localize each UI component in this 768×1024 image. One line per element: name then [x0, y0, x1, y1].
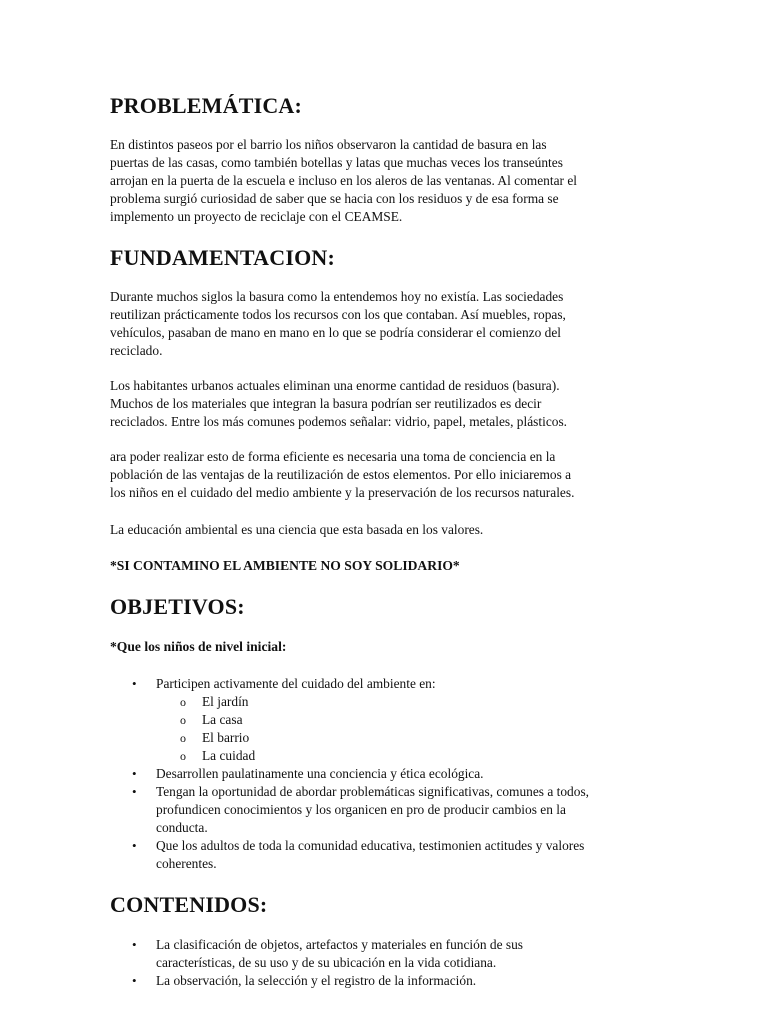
objetivos-list [110, 675, 670, 873]
text-line: los niños en el cuidado del medio ambiente y la preservación de los recursos naturales. [110, 485, 575, 500]
text-line: implemento un proyecto de reciclaje con el CEAMSE. [110, 209, 403, 224]
contenidos-list [110, 936, 670, 990]
list-item-text: Desarrollen paulatinamente una conciencia y ética ecológica. [156, 766, 484, 781]
fundamentacion-paragraph-1 [110, 288, 670, 360]
sub-list-item [156, 711, 670, 729]
list-item-text: conducta. [156, 820, 208, 835]
objetivos-intro: *Que los niños de nivel inicial: [110, 639, 287, 654]
circle-bullet-icon: o [180, 731, 186, 745]
list-item [110, 972, 670, 990]
circle-bullet-icon: o [180, 695, 186, 709]
text-line: vehículos, pasaban de mano en mano en lo que se podría considerar el comienzo del [110, 325, 562, 340]
text-line: Muchos de los materiales que integran la basura podrían ser reutilizados es decir [110, 396, 542, 411]
list-item-text: La observación, la selección y el registro de la información. [156, 973, 477, 988]
text-line: reciclado. [110, 343, 163, 358]
slogan: *SI CONTAMINO EL AMBIENTE NO SOY SOLIDARIO* [110, 558, 460, 573]
text-line: reutilizan prácticamente todos los recursos con los que contaban. Así muebles, ropas, [110, 307, 566, 322]
circle-bullet-icon: o [180, 713, 186, 727]
fundamentacion-paragraph-4: La educación ambiental es una ciencia que esta basada en los valores. [110, 522, 484, 537]
text-line: Durante muchos siglos la basura como la entendemos hoy no existía. Las sociedades [110, 289, 564, 304]
sub-item-text: La casa [202, 712, 243, 727]
sub-list-item [156, 747, 670, 765]
sub-list [156, 693, 670, 765]
list-item-text: características, de su uso y de su ubicación en la vida cotidiana. [156, 955, 497, 970]
bullet-icon: • [132, 676, 137, 691]
sub-item-text: El jardín [202, 694, 249, 709]
text-line: En distintos paseos por el barrio los niños observaron la cantidad de basura en las [110, 137, 547, 152]
list-item-text: profundicen conocimientos y los organicen en pro de producir cambios en la [156, 802, 566, 817]
list-item-text: Participen activamente del cuidado del ambiente en: [156, 676, 436, 691]
text-line: arrojan en la puerta de la escuela e incluso en los aleros de las ventanas. Al comentar el [110, 173, 577, 188]
sub-list-item [156, 729, 670, 747]
text-line: ara poder realizar esto de forma eficiente es necesaria una toma de conciencia en la [110, 449, 556, 464]
heading-fundamentacion: FUNDAMENTACION: [110, 245, 336, 270]
problematica-paragraph [110, 136, 670, 226]
fundamentacion-paragraph-2 [110, 377, 670, 431]
fundamentacion-paragraph-3 [110, 448, 670, 502]
sub-list-item [156, 693, 670, 711]
bullet-icon: • [132, 937, 137, 952]
list-item [110, 765, 670, 783]
list-item [110, 675, 670, 765]
heading-problematica: PROBLEMÁTICA: [110, 93, 303, 118]
bullet-icon: • [132, 766, 137, 781]
bullet-icon: • [132, 838, 137, 853]
circle-bullet-icon: o [180, 749, 186, 763]
list-item-text: Tengan la oportunidad de abordar problemáticas significativas, comunes a todos, [156, 784, 590, 799]
list-item-text: La clasificación de objetos, artefactos y materiales en función de sus [156, 937, 523, 952]
bullet-icon: • [132, 973, 137, 988]
text-line: problema surgió curiosidad de saber que se hacia con los residuos y de esa forma se [110, 191, 559, 206]
bullet-icon: • [132, 784, 137, 799]
text-line: población de las ventajas de la reutilización de estos elementos. Por ello iniciaremos a [110, 467, 572, 482]
heading-objetivos: OBJETIVOS: [110, 594, 245, 619]
list-item [110, 783, 670, 837]
heading-contenidos: CONTENIDOS: [110, 892, 268, 917]
text-line: puertas de las casas, como también botellas y latas que muchas veces los transeúntes [110, 155, 563, 170]
list-item [110, 936, 670, 972]
text-line: reciclados. Entre los más comunes podemos señalar: vidrio, papel, metales, plásticos. [110, 414, 568, 429]
text-line: Los habitantes urbanos actuales eliminan una enorme cantidad de residuos (basura). [110, 378, 560, 393]
list-item-text: Que los adultos de toda la comunidad educativa, testimonien actitudes y valores [156, 838, 585, 853]
sub-item-text: La cuidad [202, 748, 256, 763]
list-item [110, 837, 670, 873]
sub-item-text: El barrio [202, 730, 250, 745]
list-item-text: coherentes. [156, 856, 217, 871]
